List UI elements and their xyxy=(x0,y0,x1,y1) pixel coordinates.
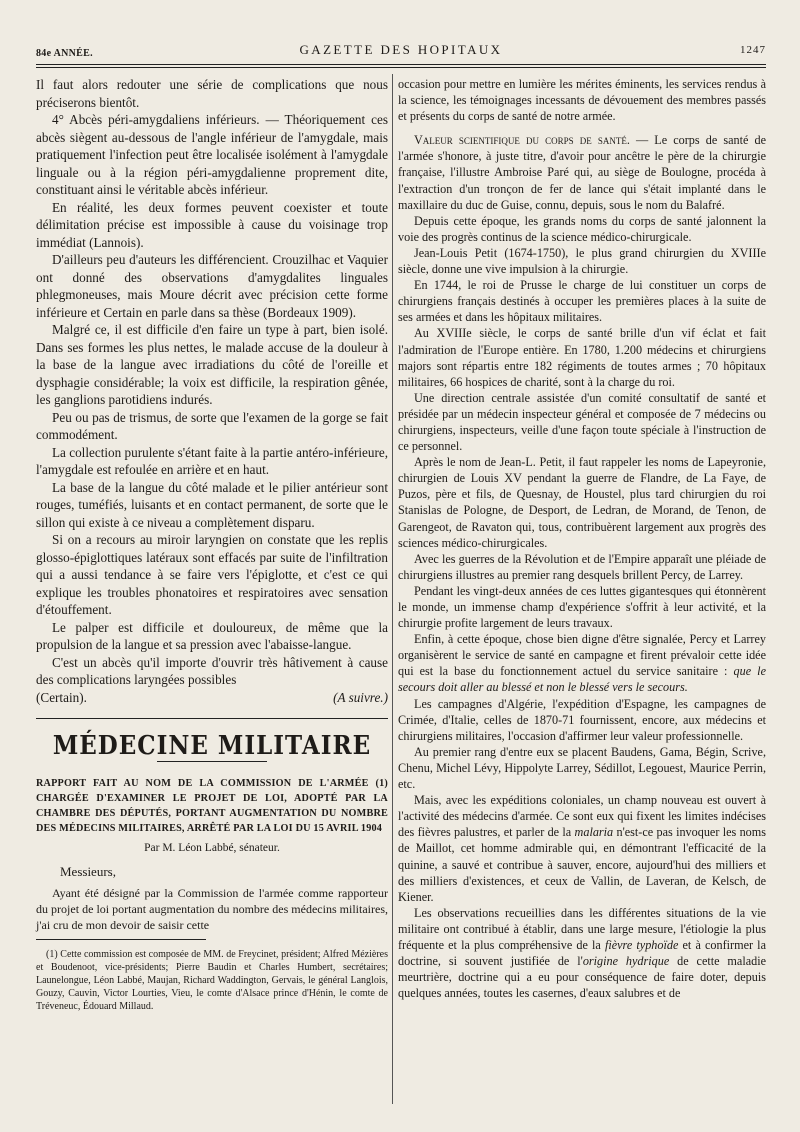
running-header xyxy=(36,40,766,66)
paragraph-text: Les observations recueillies dans les différentes situations de la vie militaire ont contribué à établir, dans une large mesure, l'étiologie la plus fréquente et la plus compréhensive de la xyxy=(398,905,766,952)
paragraph: Ayant été désigné par la Commission de l'armée comme rapporteur du projet de loi portant augmentation du nombre des médecins militaires, j'ai cru de mon devoir de saisir cette xyxy=(36,885,388,932)
paragraph xyxy=(398,631,766,695)
paragraph: Jean-Louis Petit (1674-1750), le plus grand chirurgien du XVIIIe siècle, donne une vive impulsion à la chirurgie. xyxy=(398,245,766,277)
paragraph-text: — Le corps de santé de l'armée s'honore, à juste titre, d'avoir pour ancêtre le père de la chirurgie française, l'illustre Ambroise Paré qui, au siège de Boulogne, procéda à l'extraction d'un tronçon de fer de lance qui s'était implanté dans le maxillaire du duc de Guise, connu, depuis, sous le nom du Balafré. xyxy=(398,133,766,212)
paragraph: Si on a recours au miroir laryngien on constate que les replis glosso-épiglottiques latéraux sont effacés par suite de l'infiltration qui a aussi tendance à se faire vers l'épiglotte, et c'est ce qui explique les troubles phonatoires et respiratoires avec sensation d'étouffement. xyxy=(36,532,388,617)
paragraph: Les campagnes d'Algérie, l'expédition d'Espagne, les campagnes de Crimée, d'Italie, celles de 1870-71 fournissent, encore, aux médecins et chirurgiens militaires, l'occasion d'affirmer leur valeur professionnelle. xyxy=(398,696,766,743)
paragraph: En 1744, le roi de Prusse le charge de lui constituer un corps de chirurgiens français destinés à occuper les premières places à la suite de ses armées et dans les hôpitaux militaires. xyxy=(398,278,766,325)
paragraph: Au premier rang d'entre eux se placent Baudens, Gama, Bégin, Scrive, Chenu, Michel Lévy, Hippolyte Larrey, Sédillot, Legouest, Maurice Perrin, etc. xyxy=(398,744,766,792)
report-heading: RAPPORT FAIT AU NOM DE LA COMMISSION DE L'ARMÉE (1) CHARGÉE D'EXAMINER LE PROJET DE LOI, ADOPTÉ PAR LA CHAMBRE DES DÉPUTÉS, PORTANT AUGMENTATION DU NOMBRE DES MÉDECINS MILITAIRES, ARRÊTÉ PAR LA LOI DU 15 AVRIL 1904 xyxy=(36,777,388,834)
column-divider xyxy=(392,74,393,1104)
paragraph: D'ailleurs peu d'auteurs les différencient. Crouzilhac et Vaquier ont donné des observations d'amygdalites linguales phlegmoneuses, mais Moure décrit avec précision cette forme inférieure et Certain en parle dans sa thèse (Bordeaux 1909). xyxy=(36,252,388,320)
paragraph: La collection purulente s'étant faite à la partie antéro-inférieure, l'amygdale est refoulée en arrière et en haut. xyxy=(36,444,388,477)
paragraph: occasion pour mettre en lumière les mérites éminents, les services rendus à la science, les témoignages incessants de dévouement des membres passés et présents du corps de santé de notre armée. xyxy=(398,77,766,124)
paragraph: Il faut alors redouter une série de complications que nous préciserons bientôt. xyxy=(36,77,388,110)
paragraph: Pendant les vingt-deux années de ces luttes gigantesques qui étonnèrent le monde, un immense champ d'expérience s'offrit à leur activité, et la chirurgie profite largement de leurs travaux. xyxy=(398,583,766,631)
footnote-rule xyxy=(36,939,206,940)
attribution-line xyxy=(36,689,388,707)
byline: Par M. Léon Labbé, sénateur. xyxy=(144,841,280,854)
journal-title: GAZETTE DES HOPITAUX xyxy=(299,42,503,57)
paragraph xyxy=(398,905,766,1002)
continued-note: (A suivre.) xyxy=(333,689,388,705)
paragraph xyxy=(398,792,766,905)
paragraph-text: Enfin, à cette époque, chose bien digne d'être signalée, Percy et Larrey organisèrent le service de santé en campagne et firent prévaloir cette idée qui est la base du fonctionnement actuel du service sanitaire : xyxy=(398,632,766,679)
paragraph: La base de la langue du côté malade et le pilier antérieur sont rouges, tuméfiés, luisants et en contact permanent, de sorte que le sillon qui existe à ce niveau a complètement disparu. xyxy=(36,479,388,530)
header-rule xyxy=(36,64,766,65)
paragraph: 4° Abcès péri-amygdaliens inférieurs. — Théoriquement ces abcès siègent au-dessous de l'angle inférieur de l'amygdale, mais pratiquement l'infection peut être localisée isolément à l'amygdale linguale ou à la région péri-amygdalienne proprement dite, constituant ainsi le véritable abcès inférieur. xyxy=(36,112,388,197)
paragraph: C'est un abcès qu'il importe d'ouvrir très hâtivement à cause des complications laryngées possibles xyxy=(36,654,388,687)
section-rule xyxy=(36,718,388,719)
left-column xyxy=(36,76,388,1013)
salutation: Messieurs, xyxy=(60,864,116,879)
paragraph-text: et à confirmer la doctrine, si souvent justifiée de l' xyxy=(398,937,766,969)
run-in-heading: Valeur scientifique du corps de santé. xyxy=(414,133,630,148)
paragraph: Peu ou pas de trismus, de sorte que l'examen de la gorge se fait commodément. xyxy=(36,409,388,442)
paragraph: Depuis cette époque, les grands noms du corps de santé jalonnent la voie des progrès continus de la science médico-chirurgicale. xyxy=(398,213,766,244)
header-rule-double xyxy=(36,67,766,68)
paragraph: Après le nom de Jean-L. Petit, il faut rappeler les noms de Lapeyronie, chirurgien de Louis XV pendant la guerre de Flandre, de La Faye, de Puzos, père et fils, de Quesnay, de Houstel, plus tard chirurgien du roi Stanislas de Pologne, de Desport, de Ledran, de Morand, de Tenon, de Garengeot, de Ravaton qui, tous, contribuèrent largement aux progrès des sciences médico-chirurgicales. xyxy=(398,455,766,550)
paragraph-text: Mais, avec les expéditions coloniales, un champ nouveau est ouvert à l'activité des médecins d'armée. Ce sont eux qui fixent les limites indécises des fièvres palustres, et parler de la xyxy=(398,793,766,840)
section-title: MÉDECINE MILITAIRE xyxy=(52,729,372,761)
paragraph: Au XVIIIe siècle, le corps de santé brille d'un vif éclat et fait l'admiration de l'Europe entière. En 1780, 1.200 médecins et chirurgiens majors sont répartis entre 182 régiments de toutes armes ; 70 hôpitaux militaires, 66 hospices de charité, sont à la charge du roi. xyxy=(398,326,766,389)
edition-label: 84e ANNÉE. xyxy=(36,48,93,59)
paragraph-text: de cette maladie meurtrière, doctrine qui a eu pour conséquence de faire doter, depuis quelques années, toutes les casernes, d'eaux salubres et de xyxy=(398,954,766,1001)
paragraph-text: n'est-ce pas invoquer les noms de Maillot, cet homme admirable qui, en démontrant l'efficacité de la quinine, a sauvé et contribue à sauver, encore, aujourd'hui des milliers et des milliers d'existences, et ceux de Vallin, de Laveran, de Kelsch, de Kiener. xyxy=(398,825,766,904)
citation: (Certain). xyxy=(36,689,87,705)
paragraph: Malgré ce, il est difficile d'en faire un type à part, bien isolé. Dans ses formes les plus nettes, le malade accuse de la douleur à la base de la langue avec irradiations du côté de l'oreille et dysphagie considérable; la voix est difficile, la respiration gênée, les ganglions parotidiens indurés. xyxy=(36,322,388,407)
quote: que le secours doit aller au blessé et non le blessé vers le secours. xyxy=(398,664,766,695)
emphasis: malaria xyxy=(574,825,614,840)
footnote: (1) Cette commission est composée de MM. de Freycinet, président; Alfred Mézières et Boudenoot, vice-présidents; Pierre Baudin et Charles Humbert, secrétaires; Launelongue, Léon Labbé, Maujan, Richard Waddington, Gervais, le général Langlois, Gouzy, Cauvin, Victor Lourties, Vieu, le comte d'Alsace prince d'Hénin, le comte de Tréveneuc, Édouard Millaud. xyxy=(36,948,388,1012)
right-column xyxy=(398,76,766,1001)
paragraph: Le palper est difficile et douloureux, de même que la propulsion de la langue et sa pression avec l'abaisse-langue. xyxy=(36,619,388,652)
paragraph: Avec les guerres de la Révolution et de l'Empire apparaît une pléiade de chirurgiens illustres au premier rang desquels brillent Percy, de Larrey. xyxy=(398,551,766,582)
paragraph xyxy=(398,132,766,212)
emphasis: origine hydrique xyxy=(582,954,670,969)
paragraph: Une direction centrale assistée d'un comité consultatif de santé et présidée par un médecin inspecteur général et composée de 7 médecins ou chirurgiens, inspecteurs, veille d'une façon toute spéciale à l'instruction de ce personnel. xyxy=(398,390,766,454)
paragraph: En réalité, les deux formes peuvent coexister et toute délimitation précise est impossible à cause du voisinage trop immédiat (Lannois). xyxy=(36,199,388,250)
emphasis: fièvre typhoïde xyxy=(604,937,679,952)
page-number: 1247 xyxy=(740,44,766,56)
